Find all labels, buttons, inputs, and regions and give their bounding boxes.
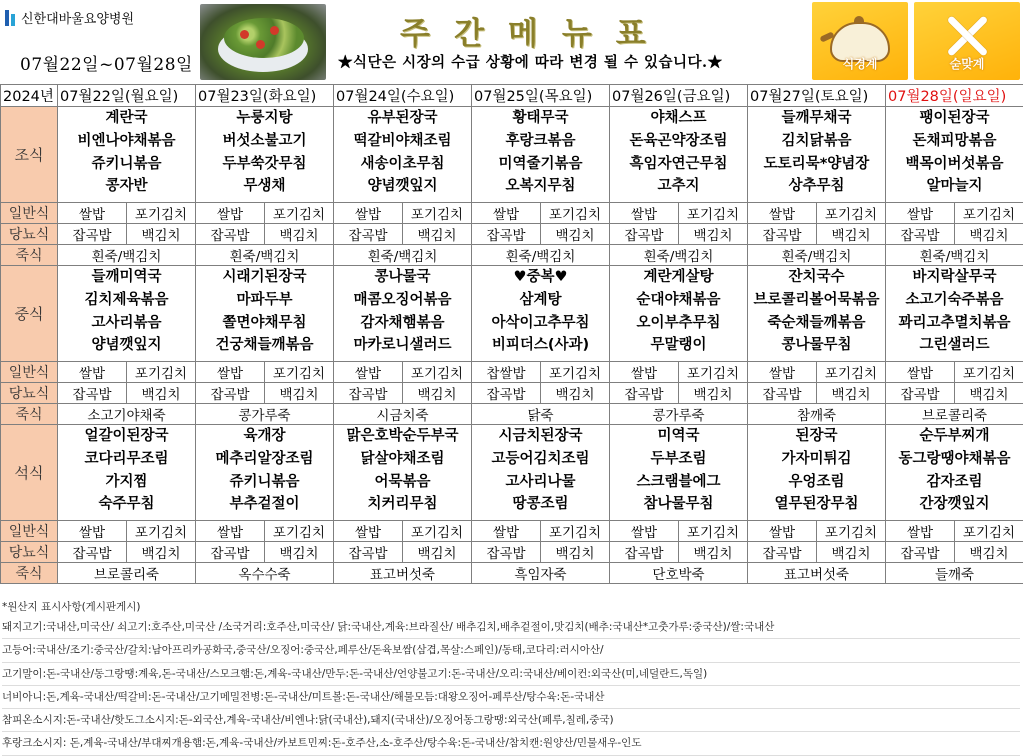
dish-item: 열무된장무침 bbox=[748, 493, 885, 516]
dish-item: 감자조림 bbox=[886, 471, 1023, 494]
dish-item: 시래기된장국 bbox=[196, 266, 333, 289]
general-item: 쌀밥 bbox=[610, 203, 679, 224]
general-item: 포기김치 bbox=[127, 362, 196, 383]
origin-line: 돼지고기:국내산,미국산/ 쇠고기:호주산,미국산 /소국거리:호주산,미국산/ 닭:국내산,계육:브라질산/ 배추김치,배추겉절이,맛김치(배추:국내산*고춧가루:중국산)/쌀:국내산 bbox=[2, 616, 1020, 639]
dish-item: 맑은호박순두부국 bbox=[334, 425, 471, 448]
dish-item: ♥중복♥ bbox=[472, 266, 609, 289]
porridge-item: 흰죽/백김치 bbox=[748, 245, 886, 266]
general-item: 포기김치 bbox=[265, 362, 334, 383]
general-item: 찹쌀밥 bbox=[472, 362, 541, 383]
diabetic-item: 잡곡밥 bbox=[334, 542, 403, 563]
diabetic-item: 잡곡밥 bbox=[58, 542, 127, 563]
dish-cell bbox=[58, 107, 196, 203]
day-header: 07월22일(월요일) bbox=[58, 85, 196, 107]
dish-item: 야채스프 bbox=[610, 107, 747, 130]
general-item: 포기김치 bbox=[955, 521, 1023, 542]
general-item: 쌀밥 bbox=[196, 203, 265, 224]
dish-item: 육개장 bbox=[196, 425, 333, 448]
general-item: 포기김치 bbox=[541, 521, 610, 542]
dish-item: 돈채피망볶음 bbox=[886, 130, 1023, 153]
porridge-item: 브로콜리죽 bbox=[886, 404, 1023, 425]
diabetic-item: 잡곡밥 bbox=[886, 224, 955, 245]
diabetic-item: 백김치 bbox=[817, 383, 886, 404]
dish-cell bbox=[886, 425, 1023, 521]
dish-cell bbox=[196, 266, 334, 362]
day-header-row bbox=[1, 85, 1023, 107]
porridge-item: 소고기야채죽 bbox=[58, 404, 196, 425]
porridge-label: 죽식 bbox=[1, 563, 58, 584]
general-item: 쌀밥 bbox=[196, 362, 265, 383]
dish-item: 미역줄기볶음 bbox=[472, 153, 609, 176]
dish-item: 쫄면야채무침 bbox=[196, 312, 333, 335]
diabetic-item: 백김치 bbox=[817, 224, 886, 245]
dish-item: 무말랭이 bbox=[610, 334, 747, 357]
diabetic-item: 백김치 bbox=[679, 383, 748, 404]
origin-line: 너비아니:돈,계육-국내산/떡갈비:돈-국내산/고기메밀전병:돈-국내산/미트볼:돈-국내산/해물모듬:대왕오징어-페루산/탕수육:돈-국내산 bbox=[2, 686, 1020, 709]
dish-item: 브로콜리볼어묵볶음 bbox=[748, 289, 885, 312]
diabetic-item: 백김치 bbox=[403, 383, 472, 404]
porridge-item: 브로콜리죽 bbox=[58, 563, 196, 584]
diabetic-item: 백김치 bbox=[955, 542, 1023, 563]
porridge-item: 단호박죽 bbox=[610, 563, 748, 584]
diabetic-row bbox=[1, 224, 1023, 245]
general-item: 쌀밥 bbox=[334, 362, 403, 383]
dish-item: 된장국 bbox=[748, 425, 885, 448]
diabetic-row bbox=[1, 542, 1023, 563]
dish-item: 삼계탕 bbox=[472, 289, 609, 312]
dish-item: 김치닭볶음 bbox=[748, 130, 885, 153]
porridge-row bbox=[1, 404, 1023, 425]
general-item: 쌀밥 bbox=[610, 521, 679, 542]
diabetic-item: 백김치 bbox=[127, 224, 196, 245]
diabetic-item: 잡곡밥 bbox=[748, 542, 817, 563]
diabetic-item: 잡곡밥 bbox=[334, 224, 403, 245]
page-title: 주간메뉴표 bbox=[400, 8, 670, 53]
dish-item: 오복지무침 bbox=[472, 175, 609, 198]
hospital-logo bbox=[4, 8, 134, 27]
diabetic-item: 백김치 bbox=[541, 224, 610, 245]
dish-item: 고등어김치조림 bbox=[472, 448, 609, 471]
diabetic-item: 잡곡밥 bbox=[472, 224, 541, 245]
porridge-item: 참깨죽 bbox=[748, 404, 886, 425]
porridge-item: 들깨죽 bbox=[886, 563, 1023, 584]
dish-item: 순두부찌개 bbox=[886, 425, 1023, 448]
dish-item: 시금치된장국 bbox=[472, 425, 609, 448]
general-item: 포기김치 bbox=[679, 521, 748, 542]
dish-cell bbox=[610, 425, 748, 521]
dish-item: 그린샐러드 bbox=[886, 334, 1023, 357]
dish-item: 가자미튀김 bbox=[748, 448, 885, 471]
porridge-item: 흰죽/백김치 bbox=[610, 245, 748, 266]
dish-item: 고사리볶음 bbox=[58, 312, 195, 335]
dish-item: 건궁채들깨볶음 bbox=[196, 334, 333, 357]
dish-item: 두부조림 bbox=[610, 448, 747, 471]
diabetic-item: 잡곡밥 bbox=[610, 542, 679, 563]
general-item: 쌀밥 bbox=[472, 203, 541, 224]
year-label: 2024년 bbox=[1, 85, 58, 107]
dish-cell bbox=[748, 425, 886, 521]
porridge-item: 닭죽 bbox=[472, 404, 610, 425]
dish-item: 콩나물국 bbox=[334, 266, 471, 289]
diabetic-item: 백김치 bbox=[265, 383, 334, 404]
dish-item: 누룽지탕 bbox=[196, 107, 333, 130]
porridge-row bbox=[1, 563, 1023, 584]
general-label: 일반식 bbox=[1, 521, 58, 542]
dish-item: 우엉조림 bbox=[748, 471, 885, 494]
dish-item: 매콤오징어볶음 bbox=[334, 289, 471, 312]
origin-notice bbox=[2, 598, 1020, 756]
dish-item: 간장깻잎지 bbox=[886, 493, 1023, 516]
general-item: 쌀밥 bbox=[748, 362, 817, 383]
general-row bbox=[1, 203, 1023, 224]
diabetic-item: 백김치 bbox=[265, 224, 334, 245]
dish-item: 도토리묵*양념장 bbox=[748, 153, 885, 176]
general-item: 포기김치 bbox=[403, 362, 472, 383]
general-item: 쌀밥 bbox=[334, 203, 403, 224]
general-item: 쌀밥 bbox=[196, 521, 265, 542]
dish-item: 스크램블에그 bbox=[610, 471, 747, 494]
general-label: 일반식 bbox=[1, 203, 58, 224]
dish-item: 바지락살무국 bbox=[886, 266, 1023, 289]
dish-cell bbox=[196, 425, 334, 521]
origin-line: 후랑크소시지: 돈,계육-국내산/부대찌개용햄:돈,계육-국내산/카보트민찌:돈-호주산,소-호주산/탕수육:돈-국내산/참치캔:원양산/민물새우-인도 bbox=[2, 732, 1020, 755]
diabetic-item: 잡곡밥 bbox=[472, 383, 541, 404]
dish-item: 고추지 bbox=[610, 175, 747, 198]
diabetic-item: 백김치 bbox=[817, 542, 886, 563]
porridge-item: 흰죽/백김치 bbox=[334, 245, 472, 266]
diabetic-label: 당뇨식 bbox=[1, 542, 58, 563]
diabetic-item: 백김치 bbox=[541, 383, 610, 404]
diabetic-item: 백김치 bbox=[955, 383, 1023, 404]
dish-item: 비엔나야채볶음 bbox=[58, 130, 195, 153]
dish-item: 땅콩조림 bbox=[472, 493, 609, 516]
dish-item: 죽순채들깨볶음 bbox=[748, 312, 885, 335]
dish-cell bbox=[58, 266, 196, 362]
diabetic-item: 백김치 bbox=[541, 542, 610, 563]
diabetic-item: 잡곡밥 bbox=[196, 383, 265, 404]
dish-item: 버섯소불고기 bbox=[196, 130, 333, 153]
dish-item: 돈육곤약장조림 bbox=[610, 130, 747, 153]
dish-cell bbox=[748, 107, 886, 203]
dish-item: 양념깻잎지 bbox=[58, 334, 195, 357]
day-header: 07월28일(일요일) bbox=[886, 85, 1023, 107]
dish-item: 유부된장국 bbox=[334, 107, 471, 130]
porridge-row bbox=[1, 245, 1023, 266]
dish-item: 가지찜 bbox=[58, 471, 195, 494]
dish-item: 부추겉절이 bbox=[196, 493, 333, 516]
general-item: 포기김치 bbox=[817, 521, 886, 542]
general-item: 쌀밥 bbox=[610, 362, 679, 383]
badge-utensils bbox=[914, 2, 1020, 80]
general-item: 쌀밥 bbox=[748, 521, 817, 542]
porridge-item: 표고버섯죽 bbox=[748, 563, 886, 584]
diabetic-item: 잡곡밥 bbox=[610, 224, 679, 245]
porridge-item: 흰죽/백김치 bbox=[58, 245, 196, 266]
dish-cell bbox=[748, 266, 886, 362]
dish-item: 들깨무채국 bbox=[748, 107, 885, 130]
meal-label: 조식 bbox=[1, 107, 58, 203]
general-item: 포기김치 bbox=[679, 362, 748, 383]
meal-label: 석식 bbox=[1, 425, 58, 521]
porridge-item: 흑임자죽 bbox=[472, 563, 610, 584]
general-item: 포기김치 bbox=[265, 203, 334, 224]
dish-item: 참나물무침 bbox=[610, 493, 747, 516]
general-item: 포기김치 bbox=[403, 203, 472, 224]
dish-item: 흑임자연근무침 bbox=[610, 153, 747, 176]
dish-item: 순대야채볶음 bbox=[610, 289, 747, 312]
general-item: 포기김치 bbox=[127, 521, 196, 542]
day-header: 07월25일(목요일) bbox=[472, 85, 610, 107]
general-item: 쌀밥 bbox=[334, 521, 403, 542]
general-item: 포기김치 bbox=[679, 203, 748, 224]
dish-cell bbox=[58, 425, 196, 521]
menu-notice: ★식단은 시장의 수급 상황에 따라 변경 될 수 있습니다.★ bbox=[338, 51, 723, 72]
general-item: 쌀밥 bbox=[886, 203, 955, 224]
dish-item: 떡갈비야채조림 bbox=[334, 130, 471, 153]
general-item: 쌀밥 bbox=[886, 521, 955, 542]
dish-item: 계란게살탕 bbox=[610, 266, 747, 289]
dish-item: 양념깻잎지 bbox=[334, 175, 471, 198]
diabetic-item: 잡곡밥 bbox=[748, 383, 817, 404]
dish-item: 메추리알장조림 bbox=[196, 448, 333, 471]
porridge-item: 옥수수죽 bbox=[196, 563, 334, 584]
dish-row bbox=[1, 266, 1023, 362]
dish-cell bbox=[610, 266, 748, 362]
general-item: 쌀밥 bbox=[472, 521, 541, 542]
diabetic-item: 백김치 bbox=[955, 224, 1023, 245]
dish-item: 닭살야채조림 bbox=[334, 448, 471, 471]
general-item: 포기김치 bbox=[955, 362, 1023, 383]
dish-item: 황태무국 bbox=[472, 107, 609, 130]
dish-item: 후랑크볶음 bbox=[472, 130, 609, 153]
dish-item: 숙주무침 bbox=[58, 493, 195, 516]
origin-line: 고등어:국내산/조기:중국산/갈치:남아프리카공화국,중국산/오징어:중국산,페루산/돈육보쌈(삼겹,목살:스페인)/동태,코다리:러시아산/ bbox=[2, 639, 1020, 662]
day-header: 07월27일(토요일) bbox=[748, 85, 886, 107]
porridge-item: 흰죽/백김치 bbox=[886, 245, 1023, 266]
general-label: 일반식 bbox=[1, 362, 58, 383]
salad-photo bbox=[200, 4, 326, 80]
general-row bbox=[1, 521, 1023, 542]
porridge-item: 표고버섯죽 bbox=[334, 563, 472, 584]
hospital-name: 신한대바울요양병원 bbox=[21, 8, 134, 27]
general-item: 포기김치 bbox=[265, 521, 334, 542]
dish-cell bbox=[334, 107, 472, 203]
general-item: 포기김치 bbox=[127, 203, 196, 224]
dish-item: 백목이버섯볶음 bbox=[886, 153, 1023, 176]
general-item: 포기김치 bbox=[403, 521, 472, 542]
dish-item: 치커리무침 bbox=[334, 493, 471, 516]
dish-cell bbox=[472, 425, 610, 521]
dish-item: 마카로니샐러드 bbox=[334, 334, 471, 357]
general-item: 쌀밥 bbox=[58, 362, 127, 383]
dish-item: 마파두부 bbox=[196, 289, 333, 312]
dish-item: 미역국 bbox=[610, 425, 747, 448]
dish-item: 얼갈이된장국 bbox=[58, 425, 195, 448]
dish-cell bbox=[886, 107, 1023, 203]
diabetic-label: 당뇨식 bbox=[1, 383, 58, 404]
diabetic-item: 잡곡밥 bbox=[58, 383, 127, 404]
dish-item: 알마늘지 bbox=[886, 175, 1023, 198]
diabetic-item: 백김치 bbox=[127, 383, 196, 404]
day-header: 07월26일(금요일) bbox=[610, 85, 748, 107]
day-header: 07월23일(화요일) bbox=[196, 85, 334, 107]
dish-item: 잔치국수 bbox=[748, 266, 885, 289]
dish-row bbox=[1, 107, 1023, 203]
badge-right-label: 숟맞계 bbox=[914, 55, 1020, 72]
porridge-label: 죽식 bbox=[1, 245, 58, 266]
page-header bbox=[0, 0, 1023, 84]
dish-item: 두부쑥갓무침 bbox=[196, 153, 333, 176]
porridge-item: 콩가루죽 bbox=[196, 404, 334, 425]
date-range: 07월22일~07월28일 bbox=[20, 50, 193, 75]
dish-item: 계란국 bbox=[58, 107, 195, 130]
dish-cell bbox=[472, 266, 610, 362]
diabetic-item: 백김치 bbox=[127, 542, 196, 563]
utensils-icon bbox=[940, 10, 996, 60]
origin-line: 참피온소시지:돈-국내산/핫도그소시지:돈-외국산,계육-국내산/비엔나:닭(국내산),돼지(국내산)/오징어동그랑땡:외국산(페루,칠레,중국) bbox=[2, 709, 1020, 732]
porridge-item: 시금치죽 bbox=[334, 404, 472, 425]
day-header: 07월24일(수요일) bbox=[334, 85, 472, 107]
diabetic-item: 백김치 bbox=[403, 542, 472, 563]
dish-item: 김치제육볶음 bbox=[58, 289, 195, 312]
diabetic-item: 잡곡밥 bbox=[886, 542, 955, 563]
dish-item: 쥬키니볶음 bbox=[58, 153, 195, 176]
diabetic-row bbox=[1, 383, 1023, 404]
dish-item: 어묵볶음 bbox=[334, 471, 471, 494]
porridge-item: 흰죽/백김치 bbox=[196, 245, 334, 266]
dish-item: 무생채 bbox=[196, 175, 333, 198]
diabetic-item: 잡곡밥 bbox=[610, 383, 679, 404]
diabetic-item: 백김치 bbox=[403, 224, 472, 245]
dish-cell bbox=[610, 107, 748, 203]
dish-item: 코다리무조림 bbox=[58, 448, 195, 471]
general-item: 쌀밥 bbox=[58, 521, 127, 542]
dish-cell bbox=[886, 266, 1023, 362]
general-item: 쌀밥 bbox=[748, 203, 817, 224]
dish-item: 소고기숙주볶음 bbox=[886, 289, 1023, 312]
general-item: 쌀밥 bbox=[58, 203, 127, 224]
dish-item: 상추무침 bbox=[748, 175, 885, 198]
general-item: 쌀밥 bbox=[886, 362, 955, 383]
diabetic-item: 백김치 bbox=[265, 542, 334, 563]
origin-line: 고기말이:돈-국내산/동그랑땡:계육,돈-국내산/스모크햄:돈,계육-국내산/만두:돈-국내산/언양불고기:돈-국내산/오리:국내산/베이컨:외국산(미,네덜란드,독일) bbox=[2, 663, 1020, 686]
dish-item: 오이부추무침 bbox=[610, 312, 747, 335]
general-item: 포기김치 bbox=[817, 203, 886, 224]
dish-cell bbox=[196, 107, 334, 203]
general-item: 포기김치 bbox=[541, 203, 610, 224]
badge-teapot bbox=[812, 2, 908, 80]
diabetic-item: 잡곡밥 bbox=[748, 224, 817, 245]
porridge-item: 콩가루죽 bbox=[610, 404, 748, 425]
diabetic-label: 당뇨식 bbox=[1, 224, 58, 245]
general-item: 포기김치 bbox=[541, 362, 610, 383]
dish-cell bbox=[334, 266, 472, 362]
diabetic-item: 잡곡밥 bbox=[196, 224, 265, 245]
diabetic-item: 잡곡밥 bbox=[334, 383, 403, 404]
dish-item: 꽈리고추멸치볶음 bbox=[886, 312, 1023, 335]
general-item: 포기김치 bbox=[955, 203, 1023, 224]
diabetic-item: 잡곡밥 bbox=[472, 542, 541, 563]
general-row bbox=[1, 362, 1023, 383]
dish-cell bbox=[472, 107, 610, 203]
dish-row bbox=[1, 425, 1023, 521]
origin-line: *원산지 표시사항(게시판게시) bbox=[2, 598, 1020, 616]
porridge-item: 흰죽/백김치 bbox=[472, 245, 610, 266]
weekly-menu-table bbox=[0, 84, 1023, 584]
diabetic-item: 백김치 bbox=[679, 224, 748, 245]
diabetic-item: 잡곡밥 bbox=[58, 224, 127, 245]
dish-item: 아삭이고추무침 bbox=[472, 312, 609, 335]
dish-item: 비피더스(사과) bbox=[472, 334, 609, 357]
dish-item: 팽이된장국 bbox=[886, 107, 1023, 130]
hospital-logo-icon bbox=[4, 10, 18, 26]
porridge-label: 죽식 bbox=[1, 404, 58, 425]
badge-left-label: 식경계 bbox=[812, 55, 908, 72]
general-item: 포기김치 bbox=[817, 362, 886, 383]
meal-label: 중식 bbox=[1, 266, 58, 362]
dish-item: 고사리나물 bbox=[472, 471, 609, 494]
diabetic-item: 백김치 bbox=[679, 542, 748, 563]
dish-item: 콩자반 bbox=[58, 175, 195, 198]
dish-item: 들깨미역국 bbox=[58, 266, 195, 289]
dish-item: 동그랑땡야채볶음 bbox=[886, 448, 1023, 471]
dish-item: 감자채햄볶음 bbox=[334, 312, 471, 335]
diabetic-item: 잡곡밥 bbox=[886, 383, 955, 404]
diabetic-item: 잡곡밥 bbox=[196, 542, 265, 563]
dish-item: 새송이초무침 bbox=[334, 153, 471, 176]
dish-cell bbox=[334, 425, 472, 521]
dish-item: 쥬키니볶음 bbox=[196, 471, 333, 494]
dish-item: 콩나물무침 bbox=[748, 334, 885, 357]
